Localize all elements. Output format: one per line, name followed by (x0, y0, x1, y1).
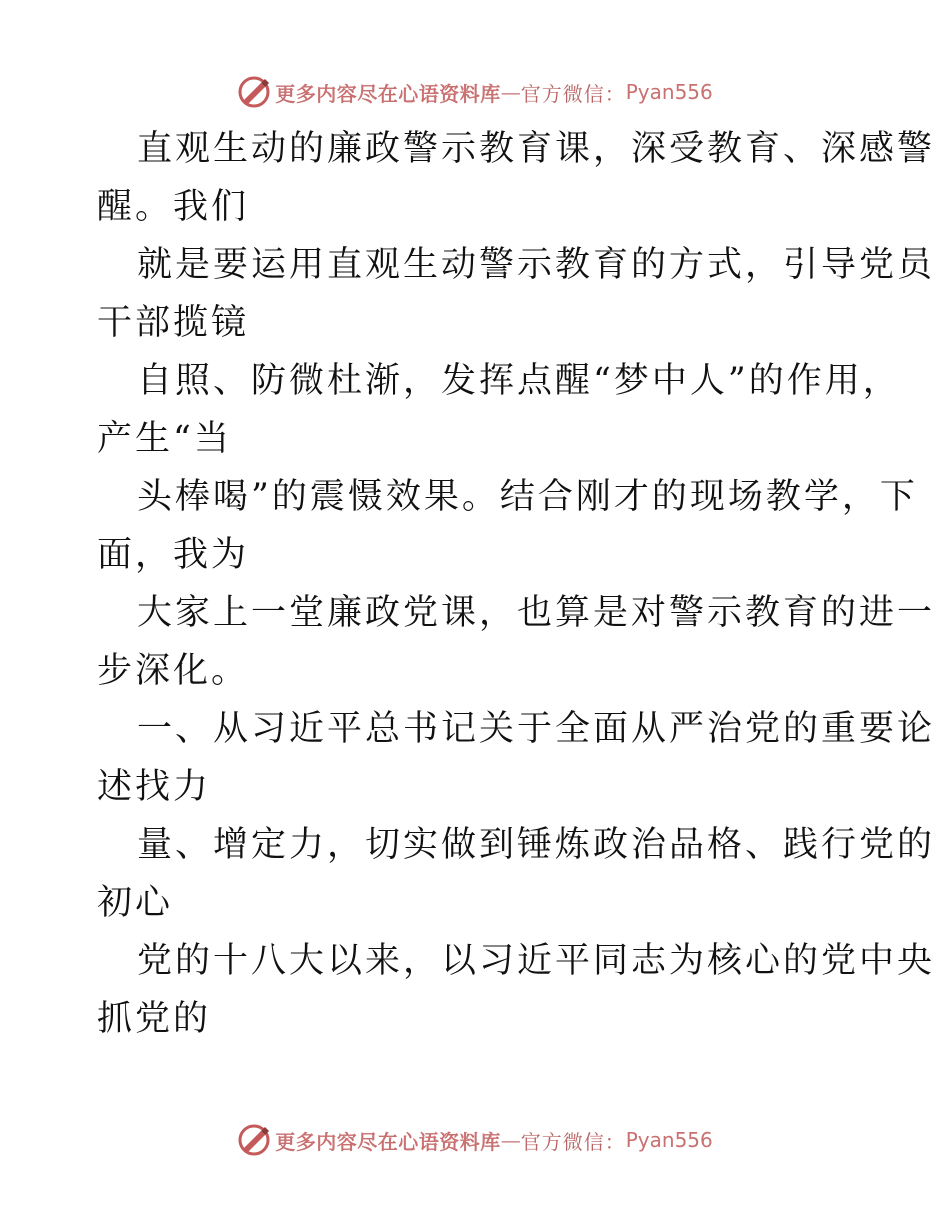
header-watermark (0, 72, 950, 112)
watermark-wechat-handle: Pyan556 (625, 80, 713, 104)
pen-logo-icon (237, 75, 271, 109)
watermark-wechat-label: 官方微信： (520, 81, 626, 106)
text-line: 自照、防微杜渐，发挥点醒“梦中人”的作用， (137, 361, 901, 401)
text-line: 头棒喝”的震慑效果。结合刚才的现场教学，下 (137, 477, 918, 517)
text-line: 直观生动的廉政警示教育课，深受教育、深感警 (137, 129, 936, 169)
text-line: 干部揽镜 (97, 303, 250, 343)
section-heading-line: 初心 (97, 883, 174, 923)
text-line: 抓党的 (97, 999, 212, 1039)
watermark-dash: — (500, 80, 521, 104)
text-line: 就是要运用直观生动警示教育的方式，引导党员 (137, 245, 936, 285)
section-heading-line: 一、从习近平总书记关于全面从严治党的重要论 (137, 709, 936, 749)
section-heading-line: 量、增定力，切实做到锤炼政治品格、践行党的 (137, 825, 936, 865)
pen-logo-icon (237, 1123, 271, 1157)
watermark-dash: — (500, 1128, 521, 1152)
text-line: 产生“当 (97, 419, 232, 459)
document-body (97, 120, 936, 1048)
text-line: 面，我为 (97, 535, 250, 575)
text-line: 醒。我们 (97, 187, 250, 227)
footer-watermark (0, 1120, 950, 1160)
watermark-wechat-handle: Pyan556 (625, 1128, 713, 1152)
text-line: 党的十八大以来，以习近平同志为核心的党中央 (137, 941, 936, 981)
watermark-text: 更多内容尽在心语资料库 (275, 1129, 501, 1154)
text-line: 大家上一堂廉政党课，也算是对警示教育的进一 (137, 593, 936, 633)
text-line: 步深化。 (97, 651, 250, 691)
section-heading-line: 述找力 (97, 767, 212, 807)
watermark-wechat-label: 官方微信： (520, 1129, 626, 1154)
watermark-text: 更多内容尽在心语资料库 (275, 81, 501, 106)
